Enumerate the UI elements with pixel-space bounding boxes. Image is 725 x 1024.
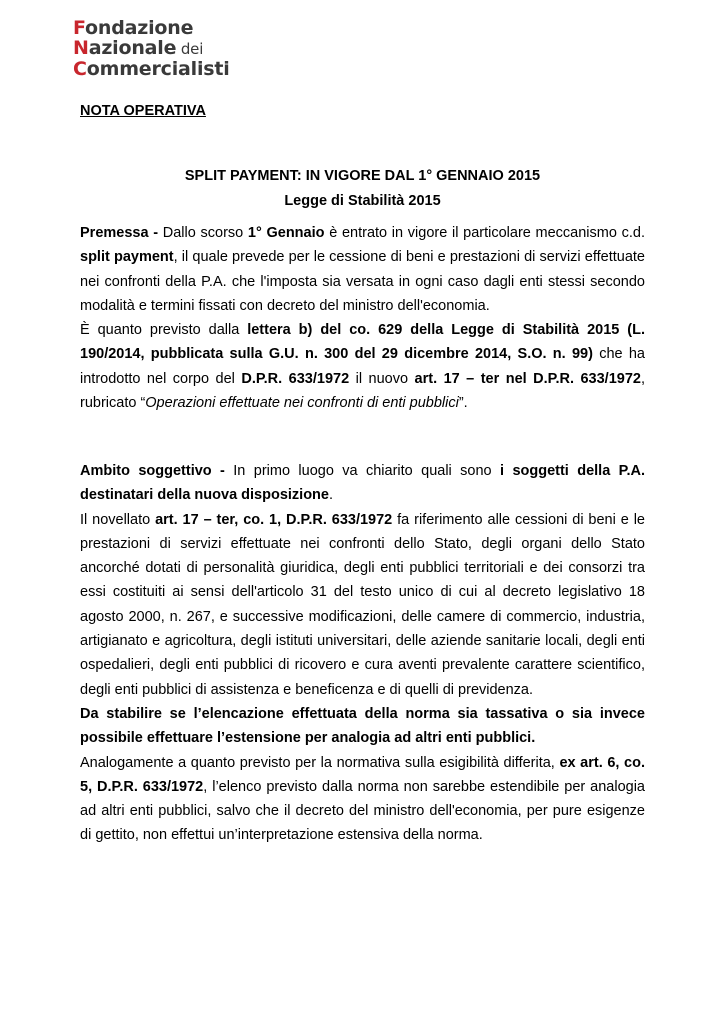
document-label: NOTA OPERATIVA	[80, 103, 206, 119]
logo-line-1: Fondazione	[73, 17, 194, 39]
ambito-paragraph-3: Da stabilire se l’elencazione effettuata della norma sia tassativa o sia invece possibile effettuare l’estensione per analogia ad altri enti pubblici.	[80, 705, 645, 747]
ambito-paragraph-1: Ambito soggettivo - In primo luogo va chiarito quali sono i soggetti della P.A. destinatari della nuova disposizione.	[80, 463, 645, 504]
ambito-paragraph-4: Analogamente a quanto previsto per la normativa sulla esigibilità differita, ex art. 6, co. 5, D.P.R. 633/1972, l’elenco previsto dalla norma non sarebbe estendibile per analogia ad altri enti pubblici, salvo che il decreto del ministro dell'economia, per pure esigenze di gettito, non effettui un’interpretazione estensiva della norma.	[80, 754, 646, 844]
premessa-paragraph-2: È quanto previsto dalla lettera b) del co. 629 della Legge di Stabilità 2015 (L. 190/2014, pubblicata sulla G.U. n. 300 del 29 dicembre 2014, S.O. n. 99) che ha introdotto nel corpo del D.P.R. 633/1972 il nuovo art. 17 – ter nel D.P.R. 633/1972, rubricato “Operazioni effettuate nei confronti di enti pubblici”.	[80, 322, 645, 412]
premessa-paragraph-1: Premessa - Dallo scorso 1° Gennaio è entrato in vigore il particolare meccanismo c.d. split payment, il quale prevede per le cessione di beni e prestazioni di servizi effettuate nei confronti della P.A. che l'imposta sia versata in ogni caso dagli enti stessi secondo modalità e termini fissati con decreto del ministro dell'economia.	[80, 225, 646, 314]
premessa-section	[80, 221, 645, 415]
logo-line-3: Commercialisti	[73, 58, 230, 80]
document-title: SPLIT PAYMENT: IN VIGORE DAL 1° GENNAIO 2015	[184, 168, 541, 184]
ambito-section	[80, 459, 645, 848]
logo-line-2: Nazionale dei	[73, 37, 204, 59]
foundation-logo	[73, 18, 230, 79]
document-subtitle: Legge di Stabilità 2015	[284, 193, 441, 209]
ambito-paragraph-2: Il novellato art. 17 – ter, co. 1, D.P.R. 633/1972 fa riferimento alle cessioni di beni e le prestazioni di servizi effettuate nei confronti dello Stato, degli organi dello Stato ancorché dotati di personalità giuridica, degli enti pubblici territoriali e dei consorzi tra essi costituiti ai sensi dell'articolo 31 del testo unico di cui al decreto legislativo 18 agosto 2000, n. 267, e successive modificazioni, delle camere di commercio, industria, artigianato e agricoltura, degli istituti universitari, delle aziende sanitarie locali, degli enti ospedalieri, degli enti pubblici di ricovero e cura aventi prevalente carattere scientifico, degli enti pubblici di assistenza e beneficenza e di quelli di previdenza.	[80, 511, 645, 698]
